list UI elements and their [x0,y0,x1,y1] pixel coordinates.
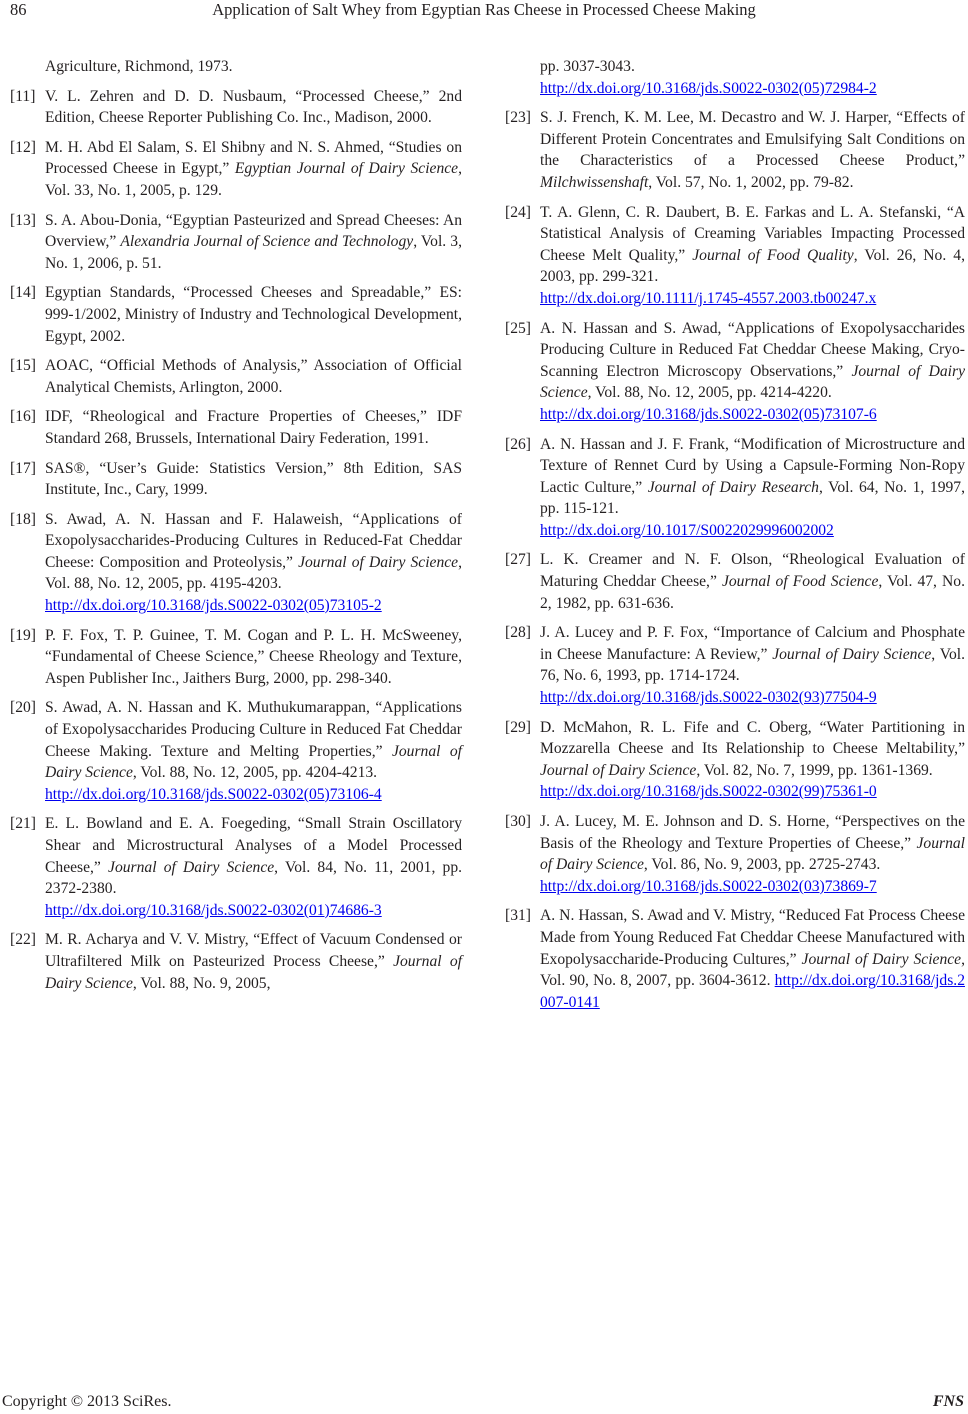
reference-text: V. L. Zehren and D. D. Nusbaum, “Processed Cheese,” 2nd Edition, Cheese Reporter Publishing Co. Inc., Madison, 2000. [45,87,462,127]
reference-continuation [505,56,965,99]
journal-title: Milchwissenshaft [540,173,649,191]
reference-text: SAS®, “User’s Guide: Statistics Version,” 8th Edition, SAS Institute, Inc., Cary, 1999. [45,459,462,499]
doi-link[interactable]: http://dx.doi.org/10.3168/jds.S0022-0302(03)73869-7 [540,877,877,895]
reference-number: [15] [10,357,36,375]
reference-text: , Vol. 84, No. 11, 2001, pp. 2372-2380. [45,858,463,898]
reference-item [505,717,965,803]
reference-number: [24] [505,203,531,221]
reference-text: , Vol. 47, No. 2, 1982, pp. 631-636. [540,573,965,612]
journal-title: Journal of Dairy Research [647,478,819,496]
journal-title: Journal of Dairy Science [45,952,462,992]
reference-number: [27] [505,551,531,569]
reference-continuation [10,56,462,78]
journal-title: Journal of Dairy Science [772,645,932,663]
reference-number: [16] [10,408,36,426]
journal-title: Journal of Dairy Science [801,950,962,968]
journal-title: Journal of Food Quality [692,246,854,264]
reference-text: A. N. Hassan, S. Awad and V. Mistry, “Reduced Fat Process Cheese Made from Young Reduced Fat Cheddar Cheese Manufactured with Exopolysaccharide-Producing Cultures,” [540,907,965,968]
reference-number: [17] [10,459,36,477]
reference-text: , Vol. 33, No. 1, 2005, p. 129. [45,160,462,199]
journal-title: Alexandria Journal of Science and Technology [120,233,414,251]
reference-number: [30] [505,813,531,830]
reference-text: , Vol. 57, No. 1, 2002, pp. 79-82. [648,173,854,191]
reference-text: , Vol. 64, No. 1, 1997, pp. 115-121. [540,478,965,518]
reference-text: P. F. Fox, T. P. Guinee, T. M. Cogan and P. L. H. McSweeney, “Fundamental of Cheese Science,” Cheese Rheology and Texture, Aspen Publisher Inc., Jaithers Burg, 2000, pp. 298-340. [45,626,462,687]
reference-text: , Vol. 3, No. 1, 2006, p. 51. [45,233,462,272]
page-number: 86 [10,0,27,19]
reference-item [10,625,462,690]
reference-item [505,202,965,310]
reference-text: A. N. Hassan and J. F. Frank, “Modification of Microstructure and Texture of Rennet Curd by Using a Capsule-Forming Non-Ropy Lactic Culture,” [540,435,965,496]
references-right-column [505,56,965,1021]
doi-link[interactable]: http://dx.doi.org/10.3168/jds.S0022-0302(99)75361-0 [540,783,877,801]
reference-item [505,434,965,542]
journal-title: Journal of Dairy Science [298,553,459,571]
reference-number: [26] [505,435,531,453]
reference-number: [19] [10,626,36,644]
reference-text: T. A. Glenn, C. R. Daubert, B. E. Farkas and L. A. Stefanski, “A Statistical Analysis of Creaming Variables Impacting Processed Cheese Melt Quality,” [540,203,965,264]
doi-link[interactable]: http://dx.doi.org/10.3168/jds.2007-0141 [540,972,965,1011]
reference-item [10,86,462,129]
reference-item [505,318,965,426]
reference-text: pp. 3037-3043. [540,58,635,75]
reference-text: M. H. Abd El Salam, S. El Shibny and N. S. Ahmed, “Studies on Processed Cheese in Egypt,” [45,138,462,178]
reference-number: [11] [10,87,36,105]
reference-text: , Vol. 76, No. 6, 1993, pp. 1714-1724. [540,645,966,685]
copyright: Copyright © 2013 SciRes. [2,1393,172,1410]
doi-link[interactable]: http://dx.doi.org/10.3168/jds.S0022-0302(01)74686-3 [45,901,382,919]
journal-title: Journal of Dairy Science [108,858,275,876]
reference-text: , Vol. 88, No. 12, 2005, pp. 4214-4220. [587,384,832,402]
page-header [10,0,958,22]
reference-number: [22] [10,931,36,949]
doi-link[interactable]: http://dx.doi.org/10.3168/jds.S0022-0302(05)72984-2 [540,79,877,97]
reference-text: E. L. Bowland and E. A. Foegeding, “Small Strain Oscillatory Shear and Microstructural Analyses of a Model Processed Cheese,” [45,815,462,876]
reference-item [10,406,462,449]
reference-item [10,282,462,347]
reference-number: [23] [505,109,531,127]
reference-number: [12] [10,138,36,156]
doi-link[interactable]: http://dx.doi.org/10.3168/jds.S0022-0302(05)73107-6 [540,405,877,423]
journal-title: Journal of Dairy Science [540,761,697,779]
reference-number: [25] [505,319,531,337]
reference-text: , Vol. 90, No. 8, 2007, pp. 3604-3612. [540,950,965,990]
reference-text: Egyptian Standards, “Processed Cheeses and Spreadable,” ES: 999-1/2002, Ministry of Industry and Technological Development, Egypt, 2002. [45,284,462,345]
reference-text: Agriculture, Richmond, 1973. [45,58,233,75]
reference-text: , Vol. 26, No. 4, 2003, pp. 299-321. [540,246,965,286]
journal-title: Journal of Dairy Science [45,742,462,782]
journal-title: Journal of Dairy Science [540,834,965,874]
reference-text: , Vol. 88, No. 9, 2005, [132,974,271,992]
reference-number: [31] [505,907,531,925]
reference-text: AOAC, “Official Methods of Analysis,” Association of Official Analytical Chemists, Arlington, 2000. [45,357,462,396]
journal-title: Journal of Food Science [721,573,879,591]
doi-link[interactable]: http://dx.doi.org/10.3168/jds.S0022-0302(05)73105-2 [45,597,382,615]
doi-link[interactable]: http://dx.doi.org/10.3168/jds.S0022-0302(05)73106-4 [45,785,382,803]
reference-item [10,509,462,617]
reference-item [10,929,462,994]
reference-item [10,697,462,805]
reference-text: S. Awad, A. N. Hassan and F. Halaweish, “Applications of Exopolysaccharides-Producing Cultures in Reduced-Fat Cheddar Cheese: Composition and Proteolysis,” [45,510,462,571]
reference-text: A. N. Hassan and S. Awad, “Applications of Exopolysaccharides Producing Culture in Reduced Fat Cheddar Cheese Making, Cryo-Scanning Electron Microscopy Observations,” [540,319,965,380]
reference-item [10,137,462,202]
reference-number: [18] [10,510,36,528]
reference-item [10,210,462,275]
reference-text: J. A. Lucey, M. E. Johnson and D. S. Horne, “Perspectives on the Basis of the Rheology and Texture Properties of Cheese,” [540,813,965,852]
reference-number: [21] [10,815,36,833]
reference-item [505,549,965,614]
doi-link[interactable]: http://dx.doi.org/10.3168/jds.S0022-0302(93)77504-9 [540,689,877,707]
journal-abbrev: FNS [932,1393,964,1410]
reference-text: S. J. French, K. M. Lee, M. Decastro and W. J. Harper, “Effects of Different Protein Concentrates and Emulsifying Salt Conditions on the Characteristics of a Processed Cheese Product,” [540,109,965,170]
reference-number: [28] [505,624,531,642]
reference-text: IDF, “Rheological and Fracture Properties of Cheeses,” IDF Standard 268, Brussels, International Dairy Federation, 1991. [45,408,462,447]
reference-item [10,458,462,501]
reference-item [10,355,462,398]
reference-number: [14] [10,284,36,302]
journal-title: Egyptian Journal of Dairy Science [234,160,459,178]
reference-text: S. A. Abou-Donia, “Egyptian Pasteurized and Spread Cheeses: An Overview,” [45,211,462,251]
reference-text: S. Awad, A. N. Hassan and K. Muthukumarappan, “Applications of Exopolysaccharides Producing Culture in Reduced Fat Cheddar Cheese Making. Texture and Melting Properties,” [45,699,462,760]
journal-title: Journal of Dairy Science [540,362,965,402]
reference-text: J. A. Lucey and P. F. Fox, “Importance of Calcium and Phosphate in Cheese Manufacture: A Review,” [540,624,965,663]
running-title: Application of Salt Whey from Egyptian Ras Cheese in Processed Cheese Making [212,0,756,19]
reference-number: [20] [10,699,36,717]
reference-item [505,107,965,193]
reference-item [505,905,965,1013]
reference-text: L. K. Creamer and N. F. Olson, “Rheological Evaluation of Maturing Cheddar Cheese,” [540,551,965,591]
reference-item [505,811,965,897]
reference-number: [13] [10,211,36,229]
reference-text: , Vol. 88, No. 12, 2005, pp. 4204-4213. [132,764,378,782]
reference-number: [29] [505,718,531,736]
reference-item [10,813,462,921]
reference-text: M. R. Acharya and V. V. Mistry, “Effect of Vacuum Condensed or Ultrafiltered Milk on Pasteurized Process Cheese,” [45,931,462,970]
doi-link[interactable]: http://dx.doi.org/10.1111/j.1745-4557.2003.tb00247.x [540,289,877,307]
doi-link[interactable]: http://dx.doi.org/10.1017/S0022029996002002 [540,521,834,539]
reference-text: , Vol. 88, No. 12, 2005, pp. 4195-4203. [45,553,463,593]
reference-item [505,622,965,708]
reference-text: , Vol. 82, No. 7, 1999, pp. 1361-1369. [696,761,933,779]
reference-text: D. McMahon, R. L. Fife and C. Oberg, “Water Partitioning in Mozzarella Cheese and Its Relationship to Cheese Meltability,” [540,718,965,758]
references-left-column [10,56,462,1002]
reference-text: , Vol. 86, No. 9, 2003, pp. 2725-2743. [643,856,881,874]
